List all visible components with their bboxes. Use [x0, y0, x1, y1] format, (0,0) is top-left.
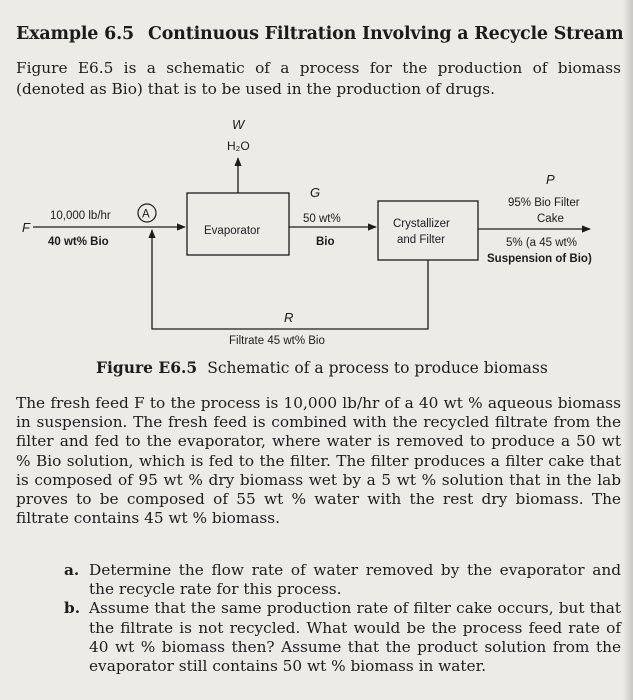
- question-a-text: Determine the flow rate of water removed by the evaporator and the recycle rate for this process.: [89, 561, 621, 599]
- feed-rate: 10,000 lb/hr: [50, 210, 111, 222]
- question-b: [64, 599, 621, 676]
- product-label-4: Suspension of Bio): [487, 253, 592, 265]
- g-bio: Bio: [316, 236, 335, 248]
- crystallizer-box: [378, 201, 478, 260]
- process-schematic: [0, 112, 633, 357]
- recycle-label: Filtrate 45 wt% Bio: [229, 335, 325, 347]
- evaporator-box: [187, 193, 289, 255]
- figure-number: Figure E6.5: [96, 358, 198, 377]
- question-list: [64, 561, 621, 676]
- question-b-text: Assume that the same production rate of filter cake occurs, but that the filtrate is not recycled. What would be the process feed rate of 40 wt % biomass then? Assume that the product solution from the evaporator still contains 50 wt % biomass in water.: [89, 599, 621, 676]
- product-label-1: 95% Bio Filter: [508, 197, 580, 209]
- figure-caption: [96, 358, 548, 377]
- stream-w-letter: W: [232, 117, 245, 132]
- question-b-label: b.: [64, 599, 81, 618]
- question-a: [64, 561, 621, 599]
- problem-statement: The fresh feed F to the process is 10,000 lb/hr of a 40 wt % aqueous biomass in suspension. The fresh feed is combined with the recycled filtrate from the filter and fed to the evaporator, where water is removed to produce a 50 wt % Bio solution, which is fed to the filter. The filter produces a filter cake that is composed of 95 wt % dry biomass wet by a 5 wt % solution that in the lab proves to be composed of 55 wt % water with the rest dry biomass. The filtrate contains 45 wt % biomass.: [16, 394, 621, 528]
- intro-paragraph: Figure E6.5 is a schematic of a process for the production of biomass (denoted as Bio) that is to be used in the production of drugs.: [16, 59, 621, 98]
- stream-p-letter: P: [546, 172, 555, 187]
- figure-caption-text: Schematic of a process to produce biomass: [207, 359, 548, 377]
- evaporator-label: Evaporator: [204, 225, 261, 237]
- example-number: Example 6.5: [16, 24, 134, 44]
- stream-r-letter: R: [284, 310, 294, 325]
- stream-g-letter: G: [310, 185, 321, 200]
- g-concentration: 50 wt%: [303, 213, 341, 225]
- product-label-2: Cake: [537, 213, 564, 225]
- product-label-3: 5% (a 45 wt%: [506, 237, 577, 249]
- crystallizer-label-2: and Filter: [397, 234, 445, 246]
- example-title: [16, 24, 623, 44]
- stream-f-letter: F: [22, 220, 30, 235]
- mixing-point-label: A: [142, 208, 150, 221]
- question-a-label: a.: [64, 561, 80, 579]
- example-heading: Continuous Filtration Involving a Recycle Stream: [147, 24, 624, 44]
- stream-w-label: H₂O: [227, 139, 250, 153]
- feed-concentration: 40 wt% Bio: [48, 236, 109, 248]
- crystallizer-label-1: Crystallizer: [393, 218, 450, 230]
- page-edge-shadow: [623, 0, 633, 700]
